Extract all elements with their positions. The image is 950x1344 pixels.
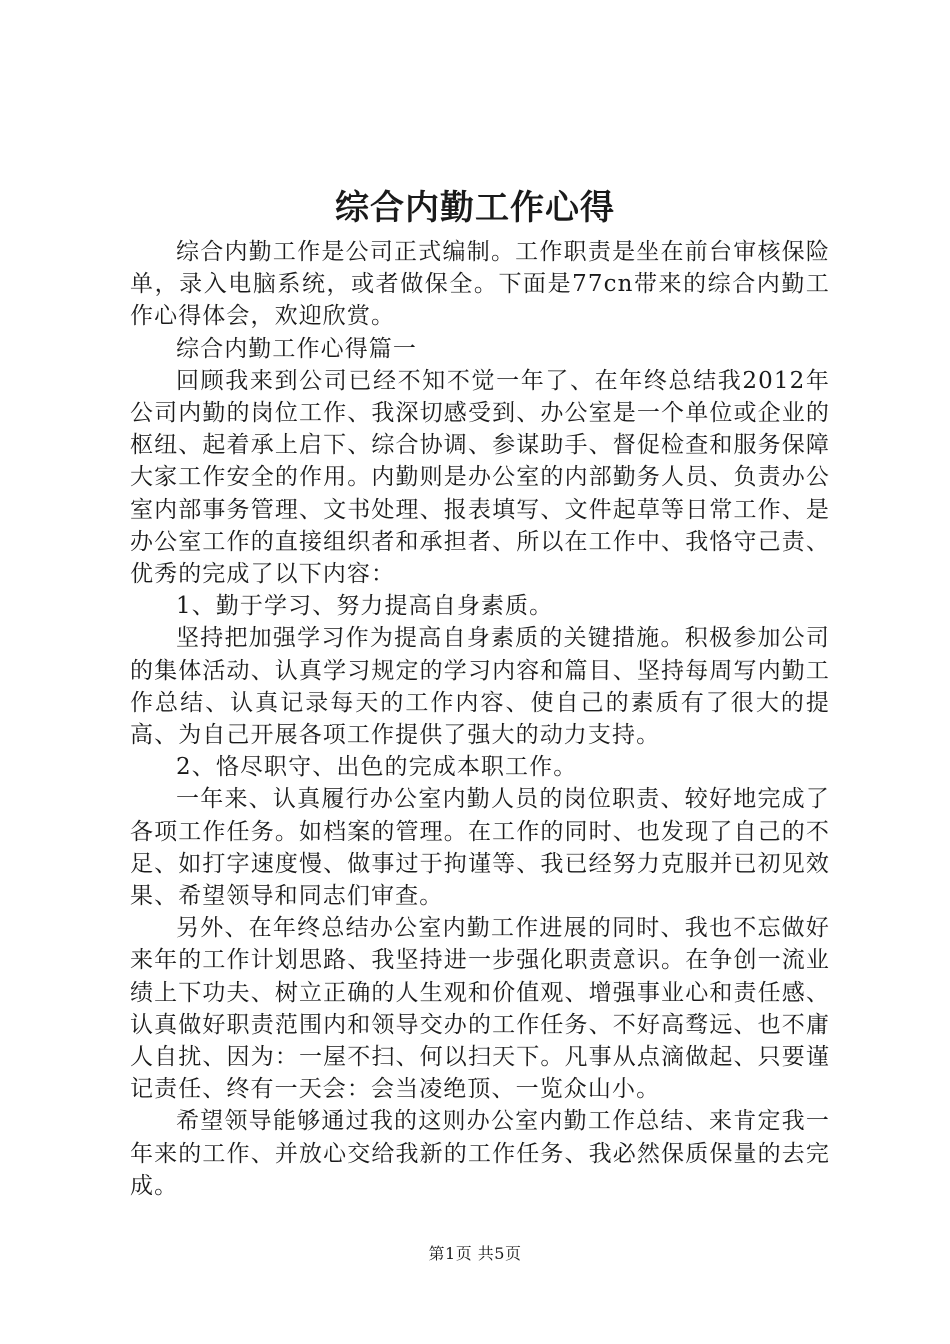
paragraph: 回顾我来到公司已经不知不觉一年了、在年终总结我2012年公司内勤的岗位工作、我深切感受到、办公室是一个单位或企业的枢纽、起着承上启下、综合协调、参谋助手、督促检查和服务保障大家工作安全的作用。内勤则是办公室的内部勤务人员、负责办公室内部事务管理、文书处理、报表填写、文件起草等日常工作、是办公室工作的直接组织者和承担者、所以在工作中、我恪守己责、优秀的完成了以下内容：: [130, 367, 830, 588]
paragraph-intro: 综合内勤工作是公司正式编制。工作职责是坐在前台审核保险单，录入电脑系统，或者做保全。下面是77cn带来的综合内勤工作心得体会，欢迎欣赏。: [130, 239, 830, 330]
paragraph: 另外、在年终总结办公室内勤工作进展的同时、我也不忘做好来年的工作计划思路、我坚持进一步强化职责意识。在争创一流业绩上下功夫、树立正确的人生观和价值观、增强事业心和责任感、认真做好职责范围内和领导交办的工作任务、不好高骛远、也不庸人自扰、因为：一屋不扫、何以扫天下。凡事从点滴做起、只要谨记责任、终有一天会：会当凌绝顶、一览众山小。: [130, 915, 830, 1103]
list-heading-1: 1、勤于学习、努力提高自身素质。: [176, 593, 554, 620]
document-title: 综合内勤工作心得: [335, 188, 615, 228]
page-number-footer: 第1页 共5页: [428, 1244, 522, 1263]
paragraph: 一年来、认真履行办公室内勤人员的岗位职责、较好地完成了各项工作任务。如档案的管理。在工作的同时、也发现了自己的不足、如打字速度慢、做事过于拘谨等、我已经努力克服并已初见效果、希望领导和同志们审查。: [130, 786, 830, 910]
document-body: [130, 236, 830, 1202]
section-heading: 综合内勤工作心得篇一: [176, 335, 417, 362]
paragraph: 坚持把加强学习作为提高自身素质的关键措施。积极参加公司的集体活动、认真学习规定的学习内容和篇目、坚持每周写内勤工作总结、认真记录每天的工作内容、使自己的素质有了很大的提高、为自己开展各项工作提供了强大的动力支持。: [130, 625, 830, 749]
list-heading-2: 2、恪尽职守、出色的完成本职工作。: [176, 754, 578, 781]
paragraph-closing: 希望领导能够通过我的这则办公室内勤工作总结、来肯定我一年来的工作、并放心交给我新的工作任务、我必然保质保量的去完成。: [130, 1108, 830, 1199]
